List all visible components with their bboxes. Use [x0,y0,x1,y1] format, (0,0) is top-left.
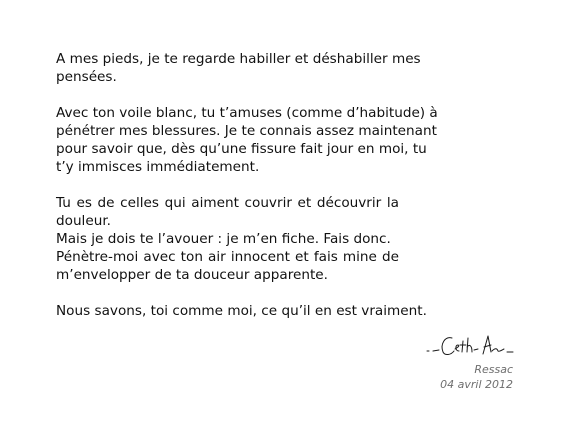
stanza [56,302,427,320]
stanza [56,50,421,86]
poem-body [56,50,438,338]
poem-line: pénétrer mes blessures. Je te connais assez maintenant [56,123,437,139]
poem-line: Tu es de celles qui aiment couvrir et découvrir la [56,195,399,211]
stanza [56,104,438,176]
poem-line: m’envelopper de ta douceur apparente. [56,267,328,283]
poem-title: Ressac [474,363,513,376]
poem-date: 04 avril 2012 [440,378,513,391]
poem-line: t’y immisces immédiatement. [56,159,260,175]
poem-line: A mes pieds, je te regarde habiller et déshabiller mes [56,51,421,67]
handwritten-signature [425,330,520,364]
poem-line: pensées. [56,69,117,85]
poem-line: Pénètre-moi avec ton air innocent et fais mine de [56,249,399,265]
poem-line: douleur. [56,213,111,229]
poem-line: Nous savons, toi comme moi, ce qu’il en est vraiment. [56,303,427,319]
poem-line: Mais je dois te l’avouer : je m’en fiche. Fais donc. [56,231,391,247]
stanza [56,194,399,284]
poem-line: Avec ton voile blanc, tu t’amuses (comme d’habitude) à [56,105,438,121]
poem-line: pour savoir que, dès qu’une fissure fait jour en moi, tu [56,141,427,157]
poem-meta [440,362,513,392]
